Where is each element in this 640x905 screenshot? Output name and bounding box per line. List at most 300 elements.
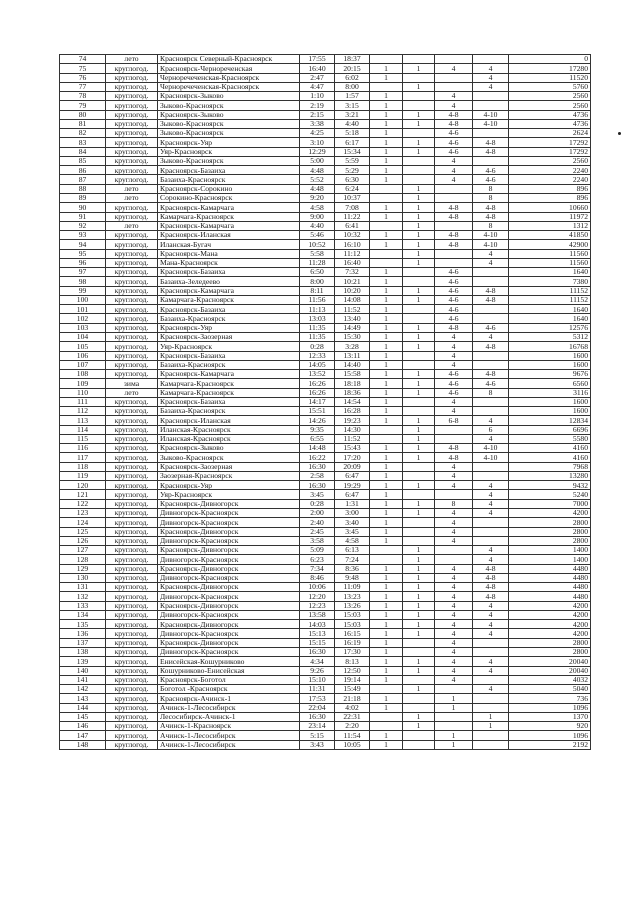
season-cell: круглогод. [106, 332, 158, 341]
flag-b-cell: 1 [403, 592, 435, 601]
amount-cell: 20040 [509, 666, 591, 675]
table-row [60, 703, 591, 712]
season-cell: круглогод. [106, 156, 158, 165]
flag-a-cell: 1 [370, 92, 403, 101]
flag-b-cell [403, 638, 435, 647]
route-cell: Красноярск-Базаиха [158, 351, 300, 360]
departure-time-cell: 14:26 [300, 416, 335, 425]
row-number-cell: 89 [60, 193, 106, 202]
amount-cell: 1400 [509, 555, 591, 564]
range-a-cell: 4 [435, 471, 473, 480]
season-cell: круглогод. [106, 481, 158, 490]
route-cell: Красноярск-Дивногорск [158, 583, 300, 592]
row-number-cell: 96 [60, 258, 106, 267]
schedule-table-body [60, 55, 591, 750]
departure-time-cell: 10:06 [300, 583, 335, 592]
flag-a-cell [370, 434, 403, 443]
table-row [60, 351, 591, 360]
flag-b-cell: 1 [403, 342, 435, 351]
range-a-cell: 4 [435, 518, 473, 527]
route-cell: Базаиха-Красноярск [158, 360, 300, 369]
flag-a-cell: 1 [370, 536, 403, 545]
arrival-time-cell: 4:02 [335, 703, 370, 712]
route-cell: Красноярск-Базаиха [158, 268, 300, 277]
arrival-time-cell: 3:21 [335, 110, 370, 119]
season-cell: круглогод. [106, 499, 158, 508]
departure-time-cell: 9:35 [300, 425, 335, 434]
departure-time-cell: 16:30 [300, 712, 335, 721]
row-number-cell: 93 [60, 231, 106, 240]
departure-time-cell: 15:10 [300, 675, 335, 684]
flag-b-cell: 1 [403, 434, 435, 443]
route-cell: Мана-Красноярск [158, 258, 300, 267]
amount-cell: 2800 [509, 536, 591, 545]
row-number-cell: 120 [60, 481, 106, 490]
flag-a-cell: 1 [370, 527, 403, 536]
flag-b-cell [403, 536, 435, 545]
range-a-cell: 4-6 [435, 147, 473, 156]
arrival-time-cell: 13:11 [335, 351, 370, 360]
flag-b-cell: 1 [403, 555, 435, 564]
amount-cell: 736 [509, 694, 591, 703]
row-number-cell: 94 [60, 240, 106, 249]
range-b-cell: 4-8 [473, 147, 509, 156]
amount-cell: 5760 [509, 82, 591, 91]
amount-cell: 1312 [509, 221, 591, 230]
season-cell: лето [106, 221, 158, 230]
table-row [60, 453, 591, 462]
range-a-cell: 4 [435, 342, 473, 351]
arrival-time-cell: 19:29 [335, 481, 370, 490]
flag-b-cell: 1 [403, 221, 435, 230]
range-b-cell: 4-10 [473, 240, 509, 249]
range-a-cell: 4-6 [435, 138, 473, 147]
flag-b-cell: 1 [403, 629, 435, 638]
range-b-cell: 4 [473, 332, 509, 341]
flag-b-cell [403, 462, 435, 471]
arrival-time-cell: 14:30 [335, 425, 370, 434]
flag-a-cell: 1 [370, 416, 403, 425]
flag-b-cell [403, 397, 435, 406]
route-cell: Красноярск-Дивногорск [158, 638, 300, 647]
range-a-cell [435, 55, 473, 64]
flag-a-cell: 1 [370, 407, 403, 416]
flag-a-cell: 1 [370, 323, 403, 332]
row-number-cell: 114 [60, 425, 106, 434]
range-a-cell: 4-6 [435, 305, 473, 314]
flag-b-cell [403, 166, 435, 175]
range-b-cell: 4-10 [473, 110, 509, 119]
route-cell: Красноярск-Уяр [158, 138, 300, 147]
table-row [60, 193, 591, 202]
flag-b-cell: 1 [403, 323, 435, 332]
arrival-time-cell: 15:49 [335, 685, 370, 694]
season-cell: круглогод. [106, 92, 158, 101]
flag-a-cell: 1 [370, 240, 403, 249]
range-a-cell: 4-8 [435, 453, 473, 462]
row-number-cell: 102 [60, 314, 106, 323]
table-row [60, 397, 591, 406]
table-row [60, 360, 591, 369]
arrival-time-cell: 6:13 [335, 546, 370, 555]
flag-a-cell [370, 685, 403, 694]
range-a-cell: 4-8 [435, 110, 473, 119]
row-number-cell: 100 [60, 295, 106, 304]
range-b-cell: 4 [473, 249, 509, 258]
season-cell: круглогод. [106, 592, 158, 601]
route-cell: Красноярск-Ачинск-1 [158, 694, 300, 703]
arrival-time-cell: 11:54 [335, 731, 370, 740]
row-number-cell: 137 [60, 638, 106, 647]
route-cell: Базаиха-Зеледеево [158, 277, 300, 286]
range-a-cell [435, 258, 473, 267]
range-a-cell: 4 [435, 481, 473, 490]
flag-a-cell: 1 [370, 129, 403, 138]
route-cell: Иланская-Бугач [158, 240, 300, 249]
row-number-cell: 79 [60, 101, 106, 110]
arrival-time-cell: 3:00 [335, 509, 370, 518]
table-row [60, 82, 591, 91]
amount-cell: 5312 [509, 332, 591, 341]
flag-a-cell [370, 555, 403, 564]
departure-time-cell: 14:48 [300, 444, 335, 453]
flag-a-cell: 1 [370, 64, 403, 73]
amount-cell: 4160 [509, 444, 591, 453]
flag-b-cell: 1 [403, 212, 435, 221]
arrival-time-cell: 6:02 [335, 73, 370, 82]
range-a-cell: 4 [435, 462, 473, 471]
route-cell: Ачинск-1-Лесосибирск [158, 731, 300, 740]
row-number-cell: 144 [60, 703, 106, 712]
amount-cell: 4480 [509, 564, 591, 573]
flag-b-cell: 1 [403, 240, 435, 249]
range-b-cell [473, 694, 509, 703]
route-cell: Красноярск-Базаиха [158, 397, 300, 406]
arrival-time-cell: 16:28 [335, 407, 370, 416]
range-b-cell: 4 [473, 416, 509, 425]
flag-a-cell: 1 [370, 703, 403, 712]
flag-a-cell: 1 [370, 147, 403, 156]
departure-time-cell: 2:47 [300, 73, 335, 82]
season-cell: круглогод. [106, 638, 158, 647]
row-number-cell: 86 [60, 166, 106, 175]
flag-a-cell [370, 184, 403, 193]
amount-cell: 13280 [509, 471, 591, 480]
departure-time-cell: 5:46 [300, 231, 335, 240]
row-number-cell: 107 [60, 360, 106, 369]
flag-a-cell: 1 [370, 370, 403, 379]
range-a-cell: 4-6 [435, 277, 473, 286]
arrival-time-cell: 21:18 [335, 694, 370, 703]
arrival-time-cell: 14:08 [335, 295, 370, 304]
flag-b-cell: 1 [403, 722, 435, 731]
season-cell: круглогод. [106, 82, 158, 91]
row-number-cell: 146 [60, 722, 106, 731]
range-a-cell [435, 425, 473, 434]
amount-cell: 4480 [509, 583, 591, 592]
row-number-cell: 103 [60, 323, 106, 332]
arrival-time-cell: 17:20 [335, 453, 370, 462]
departure-time-cell: 9:20 [300, 193, 335, 202]
range-b-cell: 4-10 [473, 453, 509, 462]
season-cell: круглогод. [106, 629, 158, 638]
season-cell: круглогод. [106, 583, 158, 592]
flag-a-cell [370, 546, 403, 555]
range-b-cell [473, 740, 509, 749]
season-cell: круглогод. [106, 240, 158, 249]
route-cell: Дивногорск-Красноярск [158, 592, 300, 601]
flag-b-cell [403, 648, 435, 657]
departure-time-cell: 4:48 [300, 166, 335, 175]
range-a-cell: 4 [435, 407, 473, 416]
flag-a-cell: 1 [370, 499, 403, 508]
table-row [60, 166, 591, 175]
range-b-cell: 4-8 [473, 592, 509, 601]
season-cell: круглогод. [106, 101, 158, 110]
range-a-cell: 4-8 [435, 119, 473, 128]
schedule-table [59, 54, 591, 750]
route-cell: Красноярск-Дивногорск [158, 601, 300, 610]
table-row [60, 370, 591, 379]
route-cell: Камарчага-Красноярск [158, 379, 300, 388]
flag-b-cell: 1 [403, 573, 435, 582]
route-cell: Камарчага-Красноярск [158, 388, 300, 397]
departure-time-cell: 8:11 [300, 286, 335, 295]
season-cell: круглогод. [106, 286, 158, 295]
route-cell: Ачинск-1-Лесосибирск [158, 703, 300, 712]
flag-a-cell: 1 [370, 694, 403, 703]
season-cell: круглогод. [106, 444, 158, 453]
range-b-cell: 4-8 [473, 138, 509, 147]
route-cell: Дивногорск-Красноярск [158, 610, 300, 619]
departure-time-cell: 13:52 [300, 370, 335, 379]
flag-b-cell [403, 73, 435, 82]
amount-cell: 11560 [509, 249, 591, 258]
arrival-time-cell: 8:00 [335, 82, 370, 91]
range-a-cell: 4-6 [435, 268, 473, 277]
flag-a-cell: 1 [370, 573, 403, 582]
row-number-cell: 133 [60, 601, 106, 610]
arrival-time-cell: 17:30 [335, 648, 370, 657]
flag-a-cell: 1 [370, 277, 403, 286]
arrival-time-cell: 18:18 [335, 379, 370, 388]
amount-cell: 4736 [509, 110, 591, 119]
flag-a-cell [370, 712, 403, 721]
range-b-cell: 4 [473, 481, 509, 490]
route-cell: Дивногорск-Красноярск [158, 629, 300, 638]
flag-a-cell: 1 [370, 657, 403, 666]
table-row [60, 379, 591, 388]
row-number-cell: 108 [60, 370, 106, 379]
departure-time-cell: 15:51 [300, 407, 335, 416]
range-b-cell [473, 648, 509, 657]
range-a-cell: 4 [435, 666, 473, 675]
route-cell: Уяр-Красноярск [158, 490, 300, 499]
range-b-cell: 4 [473, 509, 509, 518]
range-b-cell [473, 277, 509, 286]
season-cell: круглогод. [106, 407, 158, 416]
range-a-cell: 4 [435, 527, 473, 536]
arrival-time-cell: 20:09 [335, 462, 370, 471]
amount-cell: 1640 [509, 268, 591, 277]
arrival-time-cell: 6:47 [335, 471, 370, 480]
flag-a-cell: 1 [370, 444, 403, 453]
table-row [60, 620, 591, 629]
route-cell: Красноярск-Дивногорск [158, 546, 300, 555]
arrival-time-cell: 8:36 [335, 564, 370, 573]
flag-a-cell: 1 [370, 509, 403, 518]
table-row [60, 258, 591, 267]
table-row [60, 221, 591, 230]
flag-a-cell: 1 [370, 610, 403, 619]
route-cell: Камарчага-Красноярск [158, 295, 300, 304]
row-number-cell: 131 [60, 583, 106, 592]
range-a-cell: 4 [435, 175, 473, 184]
row-number-cell: 81 [60, 119, 106, 128]
table-row [60, 509, 591, 518]
route-cell: Зыково-Красноярск [158, 101, 300, 110]
departure-time-cell: 2:45 [300, 527, 335, 536]
flag-b-cell: 1 [403, 231, 435, 240]
row-number-cell: 129 [60, 564, 106, 573]
season-cell: круглогод. [106, 722, 158, 731]
table-row [60, 73, 591, 82]
route-cell: Базаиха-Красноярск [158, 314, 300, 323]
season-cell: круглогод. [106, 731, 158, 740]
season-cell: круглогод. [106, 351, 158, 360]
route-cell: Красноярск Северный-Красноярск [158, 55, 300, 64]
arrival-time-cell: 12:50 [335, 666, 370, 675]
arrival-time-cell: 16:19 [335, 638, 370, 647]
season-cell: круглогод. [106, 110, 158, 119]
flag-a-cell: 1 [370, 453, 403, 462]
range-b-cell [473, 305, 509, 314]
flag-b-cell [403, 305, 435, 314]
range-a-cell: 1 [435, 703, 473, 712]
flag-b-cell: 1 [403, 620, 435, 629]
flag-b-cell [403, 129, 435, 138]
departure-time-cell: 11:13 [300, 305, 335, 314]
amount-cell: 2800 [509, 638, 591, 647]
range-b-cell: 4 [473, 546, 509, 555]
route-cell: Дивногорск-Красноярск [158, 648, 300, 657]
departure-time-cell: 9:26 [300, 666, 335, 675]
table-row [60, 212, 591, 221]
range-b-cell [473, 407, 509, 416]
flag-a-cell: 1 [370, 638, 403, 647]
departure-time-cell: 12:33 [300, 351, 335, 360]
route-cell: Красноярск-Иланская [158, 231, 300, 240]
flag-a-cell: 1 [370, 666, 403, 675]
season-cell: круглогод. [106, 657, 158, 666]
range-b-cell: 4 [473, 601, 509, 610]
table-row [60, 731, 591, 740]
table-row [60, 231, 591, 240]
row-number-cell: 88 [60, 184, 106, 193]
route-cell: Зыково-Красноярск [158, 119, 300, 128]
amount-cell: 11152 [509, 295, 591, 304]
row-number-cell: 135 [60, 620, 106, 629]
row-number-cell: 128 [60, 555, 106, 564]
flag-a-cell: 1 [370, 175, 403, 184]
arrival-time-cell: 15:34 [335, 147, 370, 156]
row-number-cell: 119 [60, 471, 106, 480]
table-row [60, 407, 591, 416]
departure-time-cell: 3:43 [300, 740, 335, 749]
range-b-cell [473, 703, 509, 712]
table-row [60, 332, 591, 341]
route-cell: Зыково-Красноярск [158, 129, 300, 138]
flag-a-cell [370, 55, 403, 64]
range-a-cell: 4 [435, 166, 473, 175]
flag-a-cell: 1 [370, 268, 403, 277]
row-number-cell: 104 [60, 332, 106, 341]
arrival-time-cell: 5:18 [335, 129, 370, 138]
arrival-time-cell: 3:15 [335, 101, 370, 110]
arrival-time-cell: 11:22 [335, 212, 370, 221]
route-cell: Кошурниково-Енисейская [158, 666, 300, 675]
row-number-cell: 132 [60, 592, 106, 601]
row-number-cell: 78 [60, 92, 106, 101]
range-b-cell [473, 527, 509, 536]
range-b-cell: 4 [473, 258, 509, 267]
flag-b-cell: 1 [403, 546, 435, 555]
row-number-cell: 113 [60, 416, 106, 425]
range-b-cell: 4-8 [473, 564, 509, 573]
table-row [60, 499, 591, 508]
season-cell: круглогод. [106, 175, 158, 184]
range-b-cell: 6 [473, 425, 509, 434]
row-number-cell: 83 [60, 138, 106, 147]
amount-cell: 11152 [509, 286, 591, 295]
flag-a-cell: 1 [370, 731, 403, 740]
route-cell: Красноярск-Иланская [158, 416, 300, 425]
range-b-cell: 4-8 [473, 370, 509, 379]
flag-b-cell [403, 731, 435, 740]
route-cell: Дивногорск-Красноярск [158, 518, 300, 527]
flag-a-cell: 1 [370, 620, 403, 629]
flag-b-cell: 1 [403, 119, 435, 128]
table-row [60, 675, 591, 684]
flag-b-cell [403, 471, 435, 480]
arrival-time-cell: 8:13 [335, 657, 370, 666]
table-row [60, 55, 591, 64]
range-b-cell [473, 156, 509, 165]
range-b-cell: 4-8 [473, 212, 509, 221]
flag-b-cell: 1 [403, 416, 435, 425]
range-a-cell: 4-6 [435, 314, 473, 323]
arrival-time-cell: 20:15 [335, 64, 370, 73]
departure-time-cell: 13:03 [300, 314, 335, 323]
arrival-time-cell: 16:10 [335, 240, 370, 249]
table-row [60, 249, 591, 258]
range-a-cell: 1 [435, 731, 473, 740]
departure-time-cell: 16:26 [300, 388, 335, 397]
route-cell: Дивногорск-Красноярск [158, 536, 300, 545]
season-cell: круглогод. [106, 305, 158, 314]
range-a-cell: 4 [435, 564, 473, 573]
flag-b-cell: 1 [403, 657, 435, 666]
route-cell: Красноярск-Боготол [158, 675, 300, 684]
departure-time-cell: 4:25 [300, 129, 335, 138]
season-cell: круглогод. [106, 138, 158, 147]
season-cell: круглогод. [106, 73, 158, 82]
range-a-cell: 4-6 [435, 286, 473, 295]
departure-time-cell: 14:05 [300, 360, 335, 369]
amount-cell: 6560 [509, 379, 591, 388]
arrival-time-cell: 15:30 [335, 332, 370, 341]
table-row [60, 268, 591, 277]
